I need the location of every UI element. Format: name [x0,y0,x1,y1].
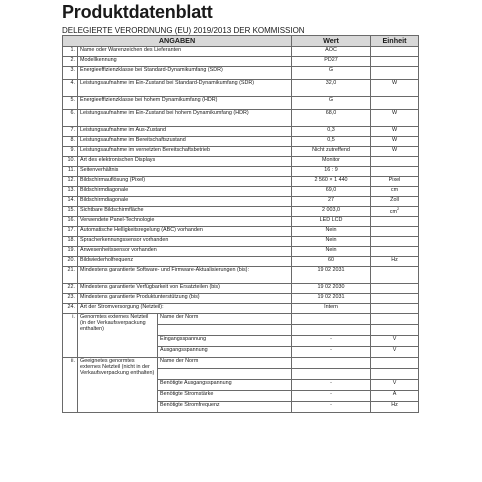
row-value: 19 02 2030 [292,284,371,294]
psu-number: i. [63,314,78,358]
row-label: Leistungsaufnahme im Ein-Zustand bei hohem Dynamikumfang (HDR) [78,110,292,127]
empty-cell [371,369,419,380]
row-number: 22. [63,284,78,294]
row-unit [371,304,419,314]
row-unit [371,67,419,80]
row-number: 19. [63,247,78,257]
psu-line-unit: V [371,336,419,347]
row-unit [371,247,419,257]
row-value: 27 [292,197,371,207]
row-value: Nicht zutreffend [292,147,371,157]
page-title: Produktdatenblatt [62,2,213,22]
row-unit [371,267,419,284]
psu-line-value: - [292,347,371,358]
row-number: 8. [63,137,78,147]
table-row [63,80,419,97]
row-unit-text: W [391,147,398,153]
row-number: 9. [63,147,78,157]
row-unit [371,257,419,267]
table-row [63,227,419,237]
row-label: Mindestens garantierte Software- und Firmware-Aktualisierungen (bis): [78,267,292,284]
norm-name-unit [371,314,419,325]
row-value: PD27 [292,57,371,67]
psu-number: ii. [63,358,78,413]
psu-label: Geeignetes genormtes externes Netzteil (nicht in der Verkaufsverpackung enthalten) [78,358,158,413]
empty-cell [292,325,371,336]
psu-line-label: Eingangsspannung [158,336,292,347]
psu-line-unit: V [371,347,419,358]
row-number: 12. [63,177,78,187]
empty-cell [158,369,292,380]
psu-line-unit: V [371,380,419,391]
row-unit [371,47,419,57]
table-body [63,47,419,413]
page-subtitle: DELEGIERTE VERORDNUNG (EU) 2019/2013 DER KOMMISSION [62,26,305,35]
table-header-row [63,36,419,47]
psu-line-value: - [292,391,371,402]
row-value: 2 003,0 [292,207,371,217]
row-unit-text: Zoll [390,197,399,203]
row-value: AOC [292,47,371,57]
row-label: Bildschirmdiagonale [78,187,292,197]
row-unit [371,110,419,127]
empty-cell [371,325,419,336]
psu-line-value: - [292,380,371,391]
row-unit [371,237,419,247]
table-row [63,167,419,177]
row-label: Spracherkennungssensor vorhanden [78,237,292,247]
empty-cell [292,369,371,380]
row-label: Leistungsaufnahme im Bereitschaftszustand [78,137,292,147]
row-label: Leistungsaufnahme im Aus-Zustand [78,127,292,137]
row-value: Nein [292,227,371,237]
norm-name-value [292,358,371,369]
row-number: 18. [63,237,78,247]
row-unit [371,80,419,97]
row-unit [371,137,419,147]
row-label: Energieeffizienzklasse bei hohem Dynamikumfang (HDR) [78,97,292,110]
row-unit-text: W [391,80,398,86]
psu-line-label: Ausgangsspannung [158,347,292,358]
psu-line-value: - [292,336,371,347]
row-value: 0,3 [292,127,371,137]
norm-name-label: Name der Norm [158,358,292,369]
table-row [63,47,419,57]
row-label: Mindestens garantierte Verfügbarkeit von Ersatzteilen (bis) [78,284,292,294]
row-number: 7. [63,127,78,137]
row-value: 0,5 [292,137,371,147]
row-number: 17. [63,227,78,237]
row-value: 60 [292,257,371,267]
psu-line-label: Benötigte Stromfrequenz [158,402,292,413]
row-value: 19 02 2031 [292,267,371,284]
row-number: 3. [63,67,78,80]
table-row [63,177,419,187]
row-number: 15. [63,207,78,217]
psu-line-label: Benötigte Stromstärke [158,391,292,402]
table-row [63,67,419,80]
psu-line-label: Benötigte Ausgangsspannung [158,380,292,391]
row-unit [371,167,419,177]
row-number: 24. [63,304,78,314]
row-label: Modellkennung [78,57,292,67]
row-unit-text: W [391,137,398,143]
row-value: G [292,97,371,110]
row-label: Seitenverhältnis [78,167,292,177]
table-row [63,294,419,304]
row-unit [371,294,419,304]
row-label: Bildschirmauflösung (Pixel) [78,177,292,187]
row-label: Anwesenheitssensor vorhanden [78,247,292,257]
table-row [63,217,419,227]
row-label: Automatische Helligkeitsregelung (ABC) vorhanden [78,227,292,237]
table-row [63,127,419,137]
row-unit-text: W [391,127,398,133]
row-unit [371,284,419,294]
psu-label: Genormtes externes Netzteil (in der Verkaufsverpackung enthalten) [78,314,158,358]
psu-line-unit: A [371,391,419,402]
row-value: LED LCD [292,217,371,227]
table-row [63,110,419,127]
table-row [63,257,419,267]
row-value: 32,0 [292,80,371,97]
row-label: Bildschirmdiagonale [78,197,292,207]
row-unit [371,127,419,137]
row-unit [371,157,419,167]
norm-name-label: Name der Norm [158,314,292,325]
row-number: 21. [63,267,78,284]
row-number: 13. [63,187,78,197]
row-value: Intern [292,304,371,314]
row-number: 10. [63,157,78,167]
row-value: G [292,67,371,80]
row-unit [371,227,419,237]
row-unit [371,197,419,207]
row-value: Monitor [292,157,371,167]
row-unit [371,147,419,157]
empty-cell [158,325,292,336]
table-row [63,137,419,147]
row-number: 11. [63,167,78,177]
norm-name-unit [371,358,419,369]
psu-line-value: - [292,402,371,413]
row-number: 16. [63,217,78,227]
row-number: 4. [63,80,78,97]
row-unit [371,207,419,217]
row-value: 16 : 9 [292,167,371,177]
table-row [63,197,419,207]
row-value: Nein [292,237,371,247]
table-row [63,187,419,197]
psu-row [63,358,419,369]
row-unit-text: W [391,110,398,116]
row-label: Energieeffizienzklasse bei Standard-Dynamikumfang (SDR) [78,67,292,80]
row-unit-text: cm [389,208,397,215]
row-number: 23. [63,294,78,304]
table-row [63,284,419,294]
row-unit [371,57,419,67]
row-unit-text: Hz [391,257,398,263]
header-angaben: ANGABEN [63,36,292,47]
row-label: Bildwiederholfrequenz [78,257,292,267]
row-number: 6. [63,110,78,127]
row-label: Sichtbare Bildschirmfläche [78,207,292,217]
row-number: 1. [63,47,78,57]
row-number: 20. [63,257,78,267]
row-value: 2 560 × 1 440 [292,177,371,187]
row-label: Art des elektronischen Displays [78,157,292,167]
row-label: Name oder Warenzeichen des Lieferanten [78,47,292,57]
table-row [63,97,419,110]
row-number: 5. [63,97,78,110]
row-value: 69,0 [292,187,371,197]
row-unit-superscript: 2 [396,206,400,211]
table-row [63,157,419,167]
row-value: 19 02 2031 [292,294,371,304]
norm-name-value [292,314,371,325]
table-row [63,207,419,217]
row-unit [371,97,419,110]
header-einheit: Einheit [371,36,419,47]
psu-line-unit: Hz [371,402,419,413]
row-label: Leistungsaufnahme im vernetzten Bereitschaftsbetrieb [78,147,292,157]
row-label: Leistungsaufnahme im Ein-Zustand bei Standard-Dynamikumfang (SDR) [78,80,292,97]
table-row [63,237,419,247]
row-value: Nein [292,247,371,257]
psu-row [63,314,419,325]
table-row [63,304,419,314]
row-unit [371,217,419,227]
table-row [63,267,419,284]
row-unit-text: cm [390,187,399,193]
row-number: 2. [63,57,78,67]
row-value: 68,0 [292,110,371,127]
table-row [63,147,419,157]
row-label: Art der Stromversorgung (Netzteil): [78,304,292,314]
row-number: 14. [63,197,78,207]
row-unit [371,187,419,197]
row-unit-text: Pixel [388,177,401,183]
table-row [63,57,419,67]
header-wert: Wert [292,36,371,47]
table-row [63,247,419,257]
row-label: Verwendete Panel-Technologie [78,217,292,227]
row-unit [371,177,419,187]
row-label: Mindestens garantierte Produktunterstützung (bis) [78,294,292,304]
product-data-table [62,35,419,413]
